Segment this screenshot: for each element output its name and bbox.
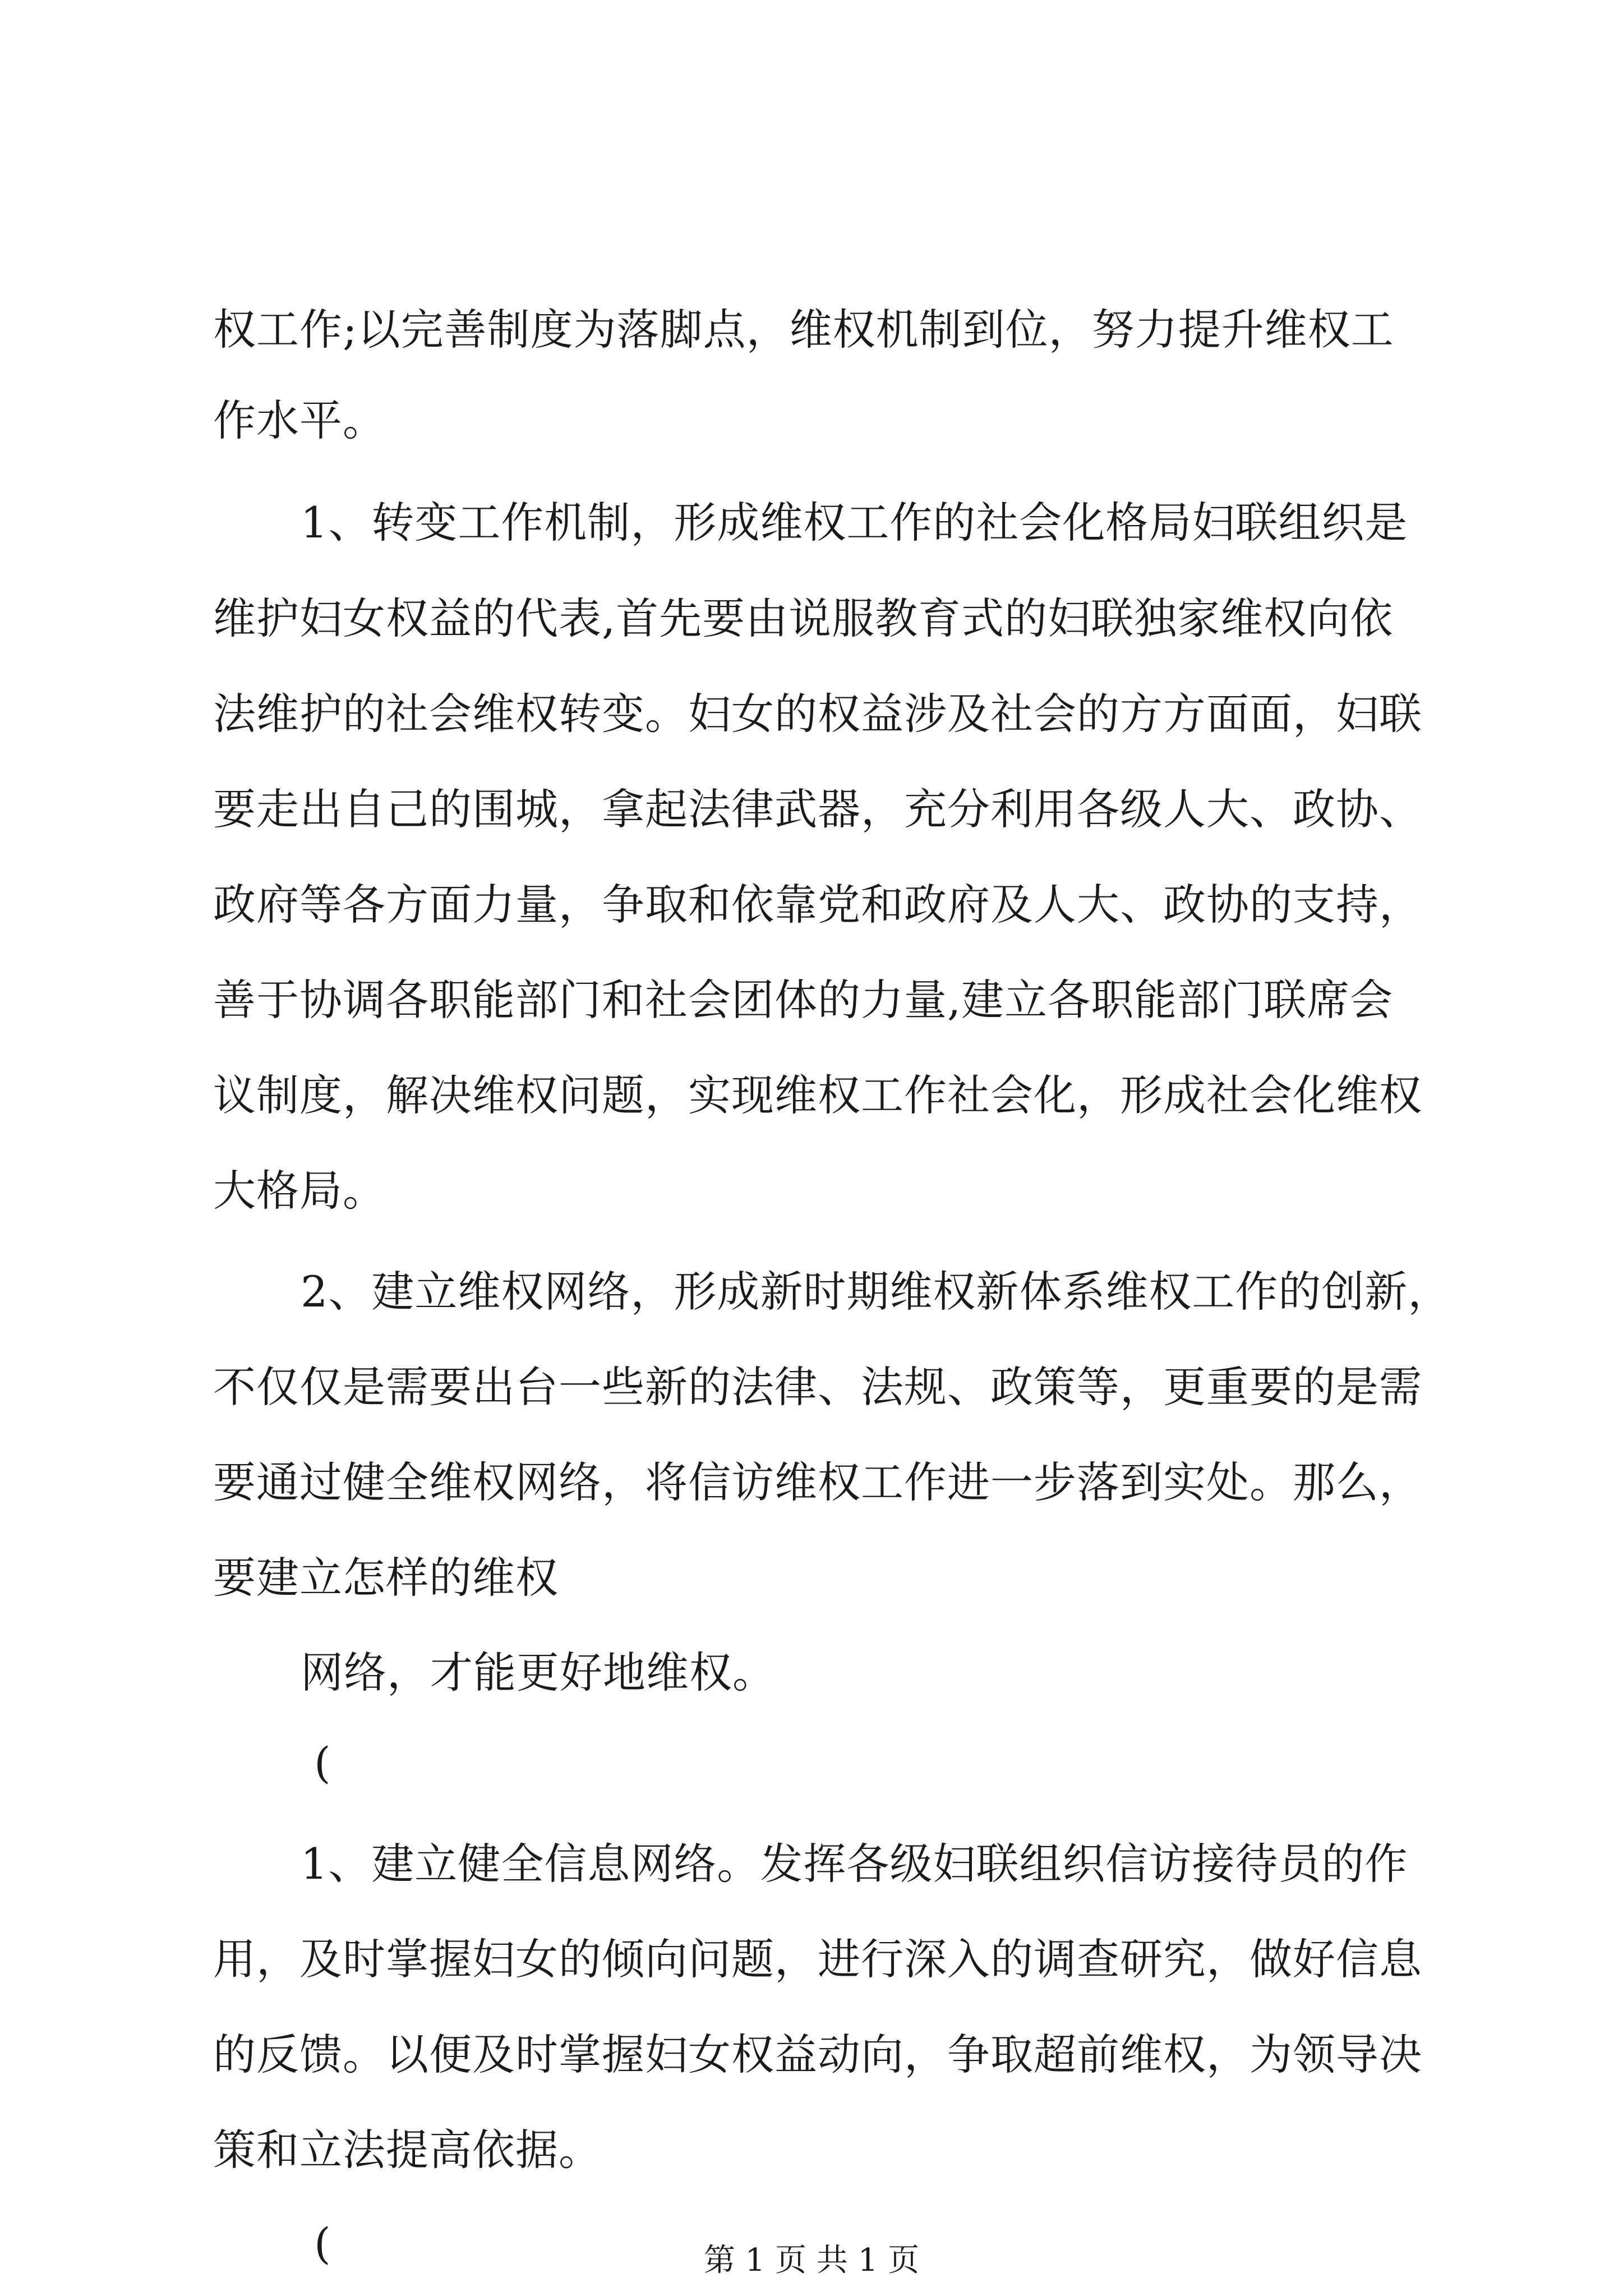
open-paren: ( bbox=[314, 1738, 331, 1788]
text-line: 政府等各方面力量，争取和依靠党和政府及人大、政协的支持， bbox=[213, 880, 1422, 930]
paragraph-3-first-line: 1、建立健全信息网络。发挥各级妇联组织信访接待员的作 bbox=[301, 1839, 1408, 1889]
text-line: 的反馈。以便及时掌握妇女权益动向，争取超前维权，为领导决 bbox=[213, 2030, 1422, 2079]
text-line: 法维护的社会维权转变。妇女的权益涉及社会的方方面面，妇联 bbox=[213, 689, 1422, 739]
text-line: 用，及时掌握妇女的倾向问题，进行深入的调查研究，做好信息 bbox=[213, 1934, 1422, 1984]
text-line: 要通过健全维权网络，将信访维权工作进一步落到实处。那么， bbox=[213, 1457, 1422, 1507]
text-line: 策和立法提高依据。 bbox=[213, 2125, 602, 2175]
open-paren: ( bbox=[314, 2219, 331, 2269]
paragraph-1-first-line: 1、转变工作机制，形成维权工作的社会化格局妇联组织是 bbox=[301, 498, 1408, 547]
text-line: 作水平。 bbox=[213, 395, 386, 445]
text-line: 网络，才能更好地维权。 bbox=[301, 1648, 776, 1697]
text-line: 不仅仅是需要出台一些新的法律、法规、政策等，更重要的是需 bbox=[213, 1362, 1422, 1412]
text-line: 权工作;以完善制度为落脚点，维权机制到位，努力提升维权工 bbox=[213, 305, 1394, 355]
page-footer: 第 1 页 共 1 页 bbox=[703, 2242, 920, 2279]
paragraph-2-first-line: 2、建立维权网络，形成新时期维权新体系维权工作的创新， bbox=[301, 1267, 1451, 1317]
text-line: 要走出自己的围城，拿起法律武器，充分利用各级人大、政协、 bbox=[213, 784, 1422, 834]
text-line: 议制度，解决维权问题，实现维权工作社会化，形成社会化维权 bbox=[213, 1070, 1422, 1120]
text-line: 维护妇女权益的代表,首先要由说服教育式的妇联独家维权向依 bbox=[213, 593, 1394, 643]
text-line: 要建立怎样的维权 bbox=[213, 1553, 559, 1603]
text-line: 大格局。 bbox=[213, 1166, 386, 1216]
text-line: 善于协调各职能部门和社会团体的力量,建立各职能部门联席会 bbox=[213, 975, 1394, 1025]
